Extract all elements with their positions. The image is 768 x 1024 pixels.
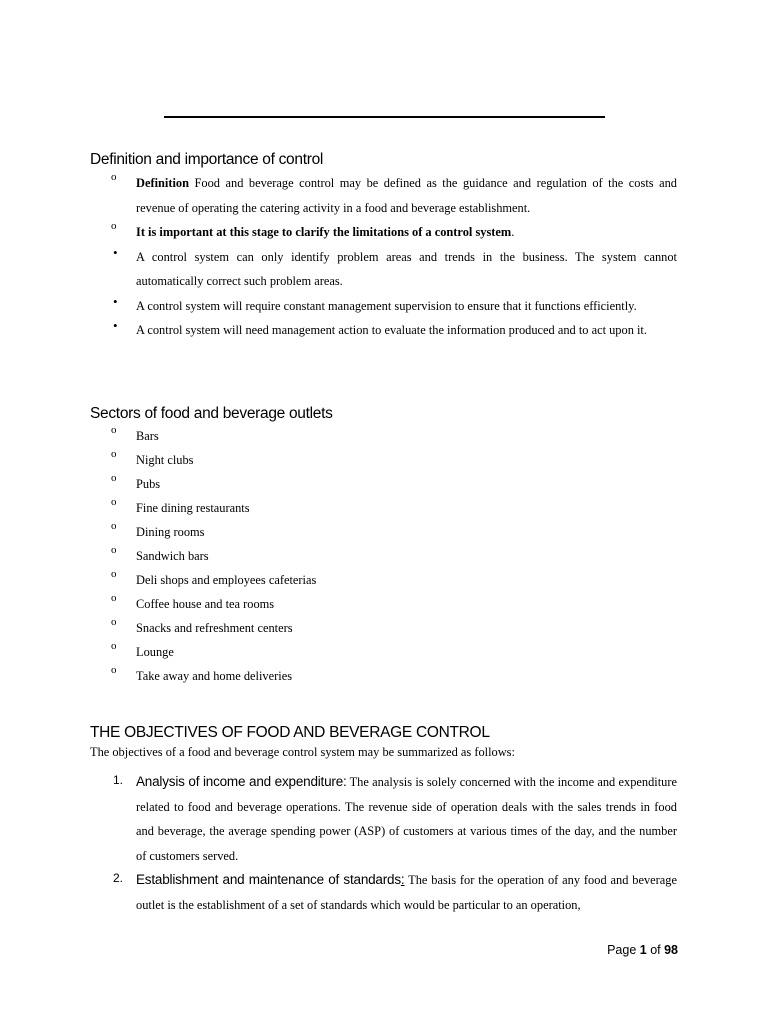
list-item: [0, 664, 768, 688]
sector-label: Bars: [136, 429, 159, 443]
item-text: A control system will require constant management supervision to ensure that it functions efficiently.: [136, 298, 637, 313]
circle-bullet-icon: o: [111, 616, 117, 628]
circle-bullet-icon: o: [111, 424, 117, 436]
circle-bullet-icon: o: [111, 520, 117, 532]
header-rule: [164, 116, 605, 118]
sector-label: Night clubs: [136, 453, 194, 467]
list-item: [0, 424, 768, 448]
circle-bullet-icon: o: [111, 171, 117, 183]
definition-list: [0, 171, 768, 343]
page-prefix: Page: [607, 943, 640, 957]
sector-label: Take away and home deliveries: [136, 669, 293, 683]
list-item: [0, 448, 768, 472]
list-item: [0, 171, 768, 220]
sector-label: Lounge: [136, 645, 174, 659]
item-text: A control system will need management action to evaluate the information produced and to act upon it.: [136, 323, 647, 337]
objective-item: [0, 770, 768, 868]
objectives-intro: The objectives of a food and beverage control system may be summarized as follows:: [90, 745, 515, 759]
objective-item: [0, 868, 768, 917]
circle-bullet-icon: o: [111, 664, 117, 676]
sector-label: Coffee house and tea rooms: [136, 597, 275, 611]
list-item: [0, 496, 768, 520]
circle-bullet-icon: o: [111, 472, 117, 484]
circle-bullet-icon: o: [111, 568, 117, 580]
list-item: [0, 294, 768, 319]
sector-label: Dining rooms: [136, 525, 205, 539]
item-number: 1.: [113, 773, 124, 787]
sector-label: Pubs: [136, 477, 161, 491]
list-item: [0, 520, 768, 544]
list-item: [0, 220, 768, 245]
list-item: [0, 640, 768, 664]
page-total: 98: [664, 943, 678, 957]
circle-bullet-icon: o: [111, 640, 117, 652]
objective-title: Establishment and maintenance of standards: [136, 872, 401, 887]
circle-bullet-icon: o: [111, 496, 117, 508]
list-item: [0, 592, 768, 616]
page-of: of: [646, 943, 665, 957]
objective-text: The basis for the operation of any food and beverage outlet is the establishment of a set of standards which would be particular to an operation,: [136, 873, 678, 912]
objective-title: Analysis of income and expenditure:: [136, 774, 347, 789]
item-text: .: [511, 225, 515, 239]
sector-label: Snacks and refreshment centers: [136, 621, 293, 635]
item-bold-term: It is important at this stage to clarify the limitations of a control system: [136, 225, 512, 239]
list-item: [0, 318, 768, 343]
list-item: [0, 544, 768, 568]
objective-title-colon: :: [400, 872, 405, 887]
item-bold-term: Definition: [136, 176, 190, 190]
objectives-list: [0, 770, 768, 917]
sectors-list: [0, 424, 768, 688]
section-heading-objectives: THE OBJECTIVES OF FOOD AND BEVERAGE CONTROL: [90, 724, 490, 741]
dot-bullet-icon: •: [113, 244, 118, 260]
sector-label: Fine dining restaurants: [136, 501, 250, 515]
page-footer: [500, 943, 678, 957]
section-heading-definition: Definition and importance of control: [90, 151, 324, 168]
list-item: [0, 616, 768, 640]
objective-text: The analysis is solely concerned with the income and expenditure related to food and beverage operations. The revenue side of operation deals with the sales trends in food and beverage, the average spending power (ASP) of customers at various times of the day, and the number of customers served.: [136, 775, 677, 863]
page-number: 1: [639, 943, 647, 957]
list-item: [0, 472, 768, 496]
dot-bullet-icon: •: [113, 293, 118, 309]
item-text: A control system can only identify problem areas and trends in the business. The system cannot automatically correct such problem areas.: [136, 249, 677, 288]
section-heading-sectors: Sectors of food and beverage outlets: [90, 405, 333, 422]
sector-label: Sandwich bars: [136, 549, 209, 563]
item-number: 2.: [113, 871, 124, 885]
list-item: [0, 245, 768, 294]
circle-bullet-icon: o: [111, 592, 117, 604]
circle-bullet-icon: o: [111, 544, 117, 556]
sector-label: Deli shops and employees cafeterias: [136, 573, 317, 587]
dot-bullet-icon: •: [113, 318, 118, 333]
list-item: [0, 568, 768, 592]
circle-bullet-icon: o: [111, 220, 117, 232]
circle-bullet-icon: o: [111, 448, 117, 460]
item-text: Food and beverage control may be defined as the guidance and regulation of the costs and revenue of operating the catering activity in a food and beverage establishment.: [136, 176, 677, 215]
